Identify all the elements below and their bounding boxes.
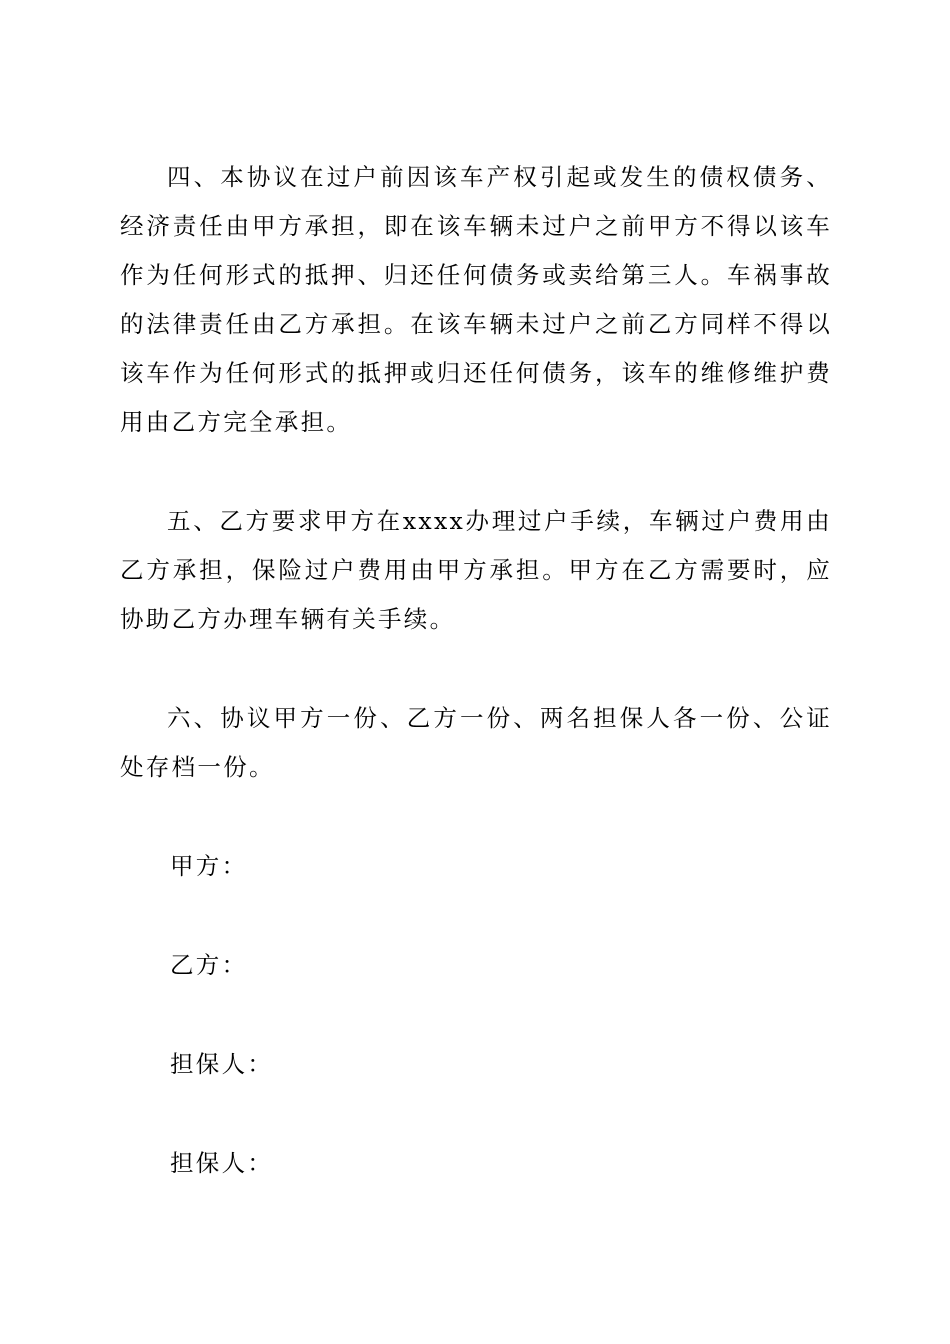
clause-six: 六、协议甲方一份、乙方一份、两名担保人各一份、公证处存档一份。	[120, 704, 832, 781]
signature-party-b: 乙方：	[170, 951, 248, 979]
document-body	[120, 153, 832, 1188]
signature-guarantor-2: 担保人：	[170, 1149, 274, 1177]
clause-five: 五、乙方要求甲方在xxxx办理过户手续，车辆过户费用由乙方承担，保险过户费用由甲方承担。甲方在乙方需要时，应协助乙方办理车辆有关手续。	[120, 507, 832, 633]
signature-party-a: 甲方：	[170, 852, 248, 880]
signature-guarantor-1: 担保人：	[170, 1050, 274, 1078]
clause-four: 四、本协议在过户前因该车产权引起或发生的债权债务、经济责任由甲方承担，即在该车辆未过户之前甲方不得以该车作为任何形式的抵押、归还任何债务或卖给第三人。车祸事故的法律责任由乙方承担。在该车辆未过户之前乙方同样不得以该车作为任何形式的抵押或归还任何债务，该车的维修维护费用由乙方完全承担。	[120, 163, 832, 436]
